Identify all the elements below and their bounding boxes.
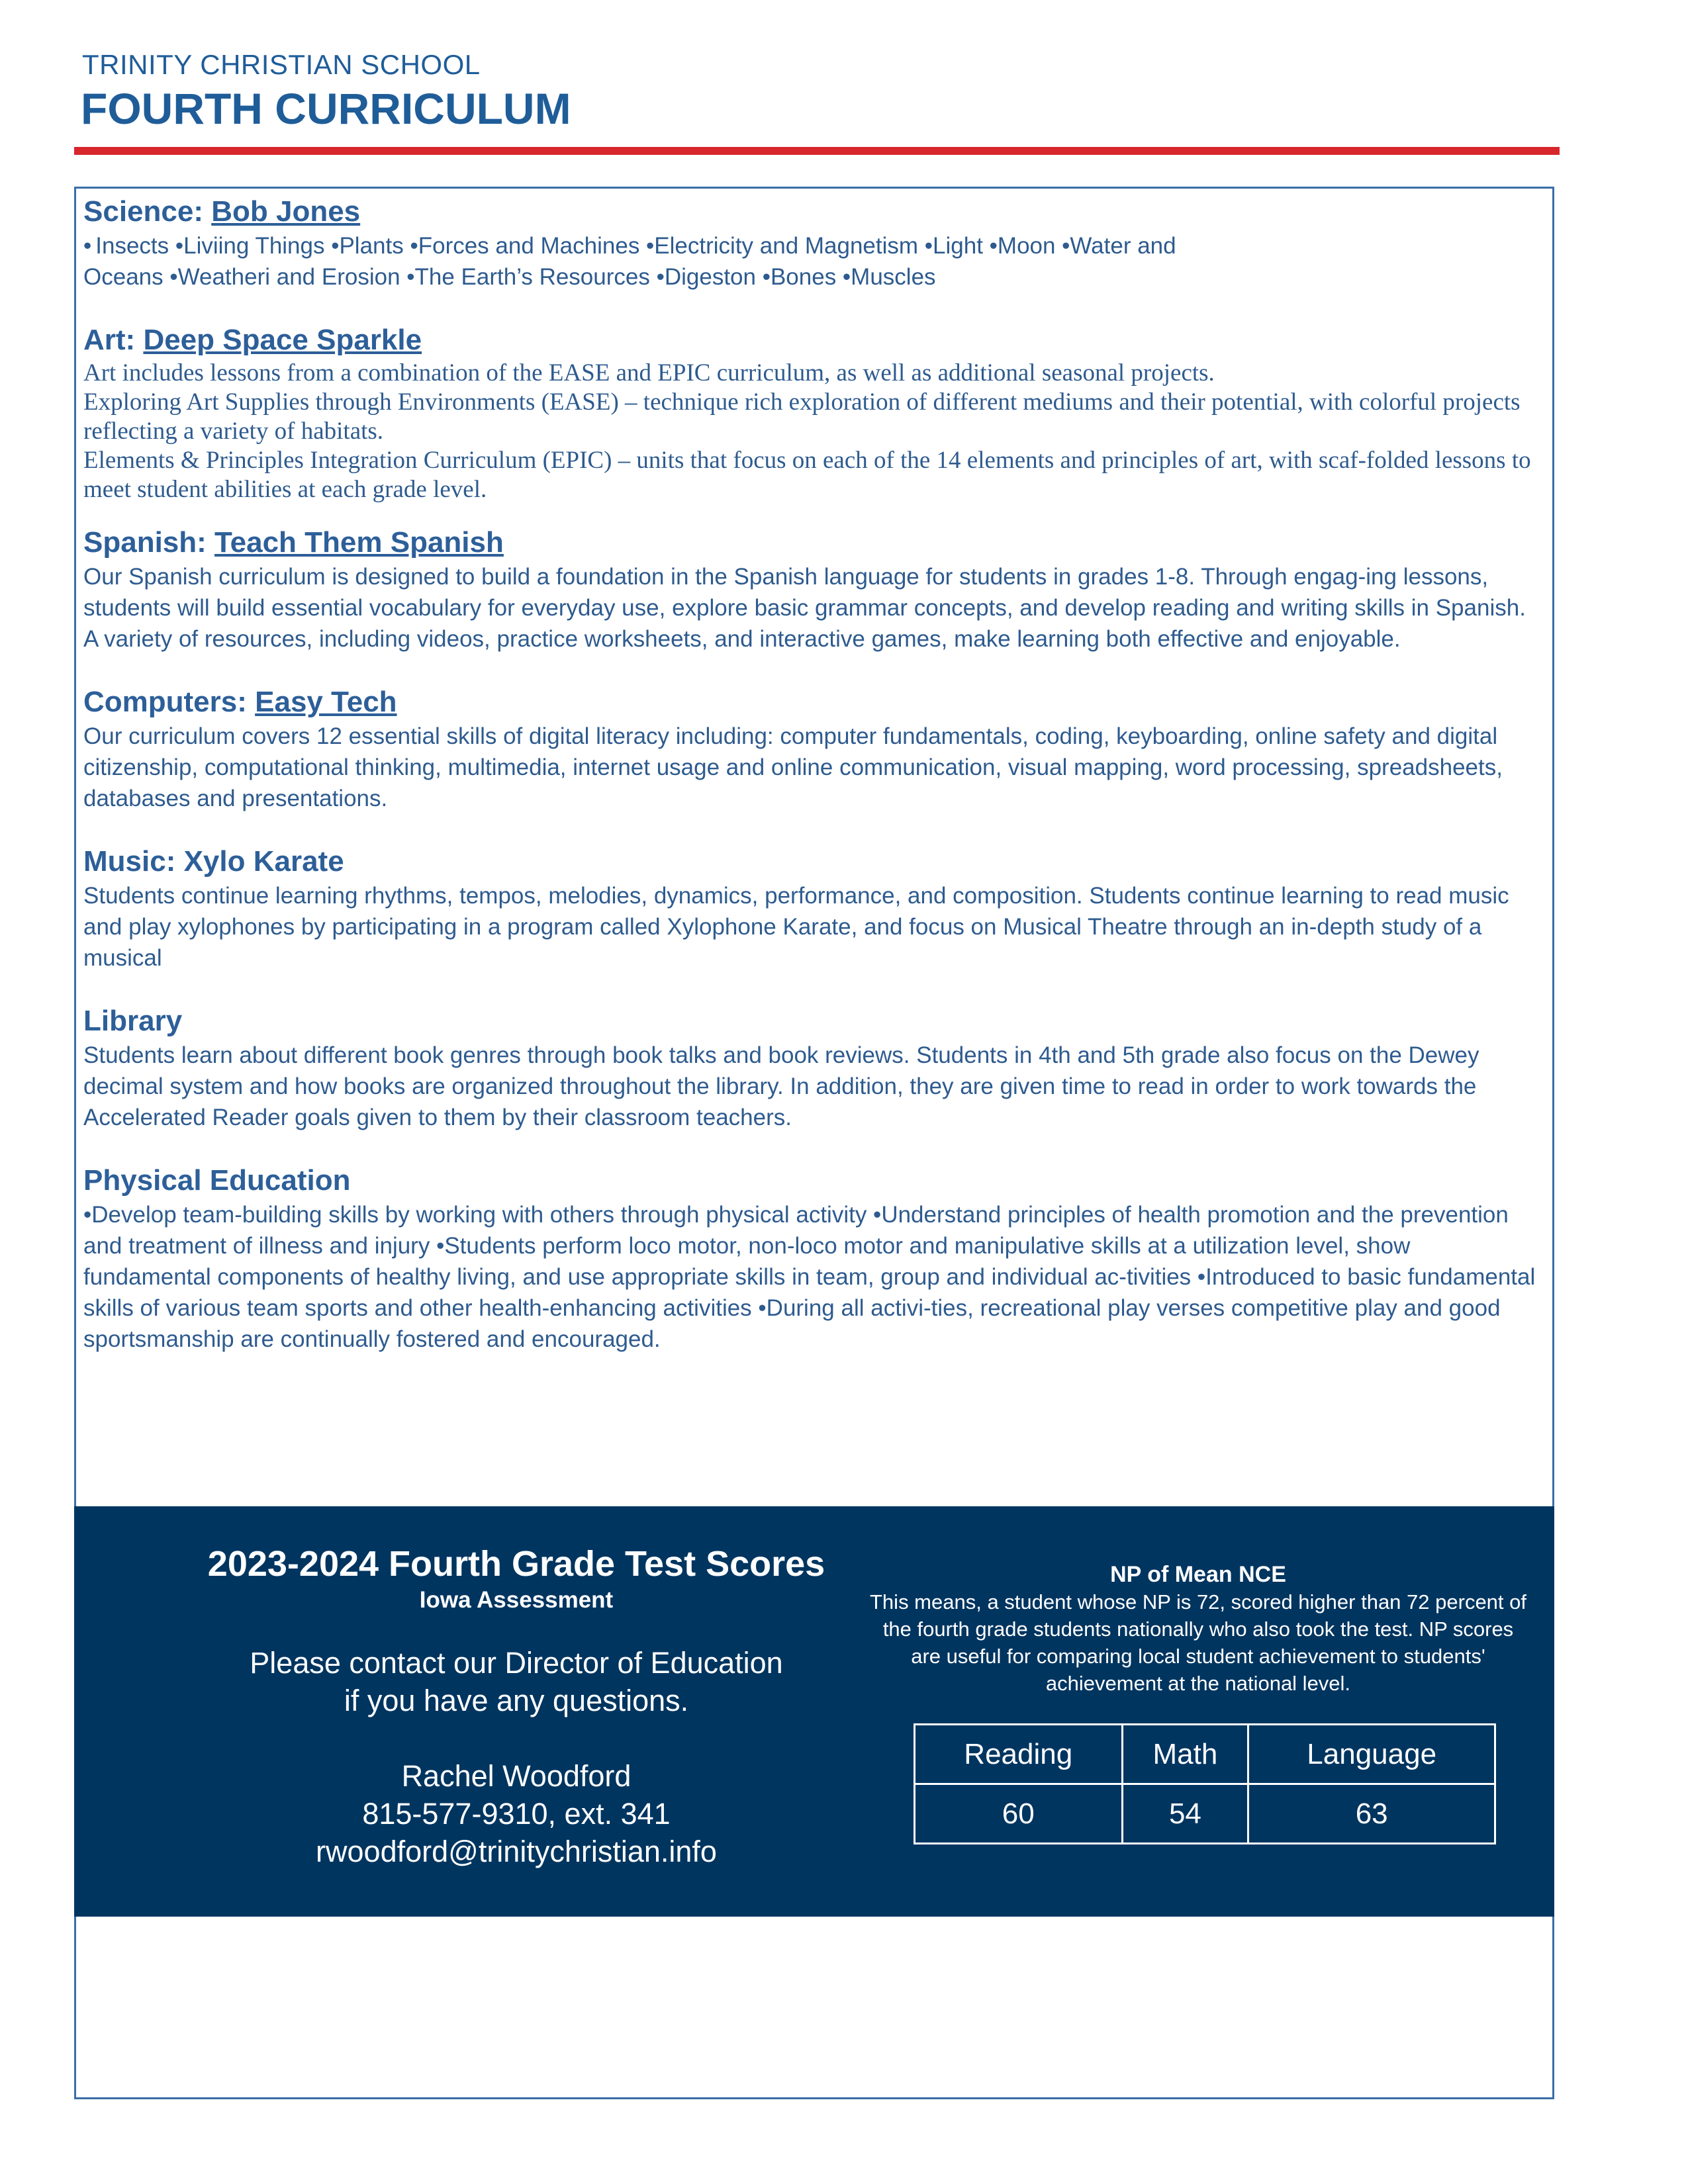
computers-label: Computers: [83, 686, 256, 718]
computers-body: Our curriculum covers 12 essential skills of digital literacy including: computer fundamentals, coding, keyboarding, online safety and digital citizenship, computational thinking, multimedia, internet usage and online communication, visual mapping, word processing, spreadsheets, databases and presentations. [83, 723, 1503, 811]
contact-line-2: if you have any questions. [344, 1684, 689, 1717]
section-art [83, 322, 1540, 504]
spanish-body: Our Spanish curriculum is designed to build a foundation in the Spanish language for students in grades 1-8. Through engag-ing lessons, students will build essential vocabulary for everyday use, explore basic grammar concepts, and develop reading and writing skills in Spanish. A variety of resources, including videos, practice worksheets, and interactive games, make learning both effective and enjoyable. [83, 564, 1526, 652]
computers-link[interactable]: Easy Tech [255, 686, 397, 718]
scores-value-row [915, 1784, 1495, 1844]
header-language: Language [1248, 1725, 1495, 1784]
music-heading: Music: Xylo Karate [83, 845, 344, 878]
np-explanation [867, 1561, 1529, 1697]
header-reading: Reading [915, 1725, 1123, 1784]
pe-heading: Physical Education [83, 1164, 351, 1197]
art-paragraph-1: Art includes lessons from a combination of the EASE and EPIC curriculum, as well as additional seasonal projects. [83, 359, 1215, 387]
page-title: FOURTH CURRICULUM [81, 84, 571, 133]
red-divider [74, 147, 1560, 155]
school-name: TRINITY CHRISTIAN SCHOOL [82, 49, 481, 80]
contact-info [165, 1644, 867, 1870]
science-label: Science: [83, 195, 212, 228]
library-heading: Library [83, 1005, 183, 1037]
science-link[interactable]: Bob Jones [211, 195, 361, 228]
pe-body: •Develop team-building skills by working with others through physical activity •Understand principles of health promotion and the prevention and treatment of illness and injury •Students perform loco motor, non-loco motor and manipulative skills at a utilization level, show fundamental components of healthy living, and use appropriate skills in team, group and individual ac-tivities •Introduced to basic fundamental skills of various team sports and other health-enhancing activities •During all activi-ties, recreational play verses competitive play and good sportsmanship are continually fostered and encouraged. [83, 1202, 1536, 1352]
art-heading [83, 322, 1540, 359]
science-topics-line-1 [83, 230, 1540, 261]
contact-name: Rachel Woodford [401, 1759, 632, 1793]
music-body: Students continue learning rhythms, tempos, melodies, dynamics, performance, and composition. Students continue learning to read music and play xylophones by participating in a program called Xylophone Karate, and focus on Musical Theatre through an in-depth study of a musical [83, 883, 1509, 971]
section-physical-education [83, 1162, 1540, 1355]
np-title: NP of Mean NCE [1110, 1562, 1286, 1587]
section-science [83, 193, 1540, 293]
section-library [83, 1003, 1540, 1133]
contact-line-1: Please contact our Director of Education [250, 1646, 783, 1680]
section-music [83, 843, 1540, 974]
science-topics-line-2: Oceans •Weatheri and Erosion •The Earth’s Resources •Digeston •Bones •Muscles [83, 264, 936, 290]
value-math: 54 [1122, 1784, 1248, 1844]
value-reading: 60 [915, 1784, 1123, 1844]
scores-header-row [915, 1725, 1495, 1784]
section-spanish [83, 524, 1540, 655]
scores-title: 2023-2024 Fourth Grade Test Scores [207, 1544, 825, 1584]
art-paragraph-3: Elements & Principles Integration Curriculum (EPIC) – units that focus on each of the 14 elements and principles of art, with scaf-folded lessons to meet student abilities at each grade level. [83, 447, 1531, 503]
art-paragraph-2: Exploring Art Supplies through Environments (EASE) – technique rich exploration of different mediums and their potential, with colorful projects reflecting a variety of habitats. [83, 388, 1521, 445]
np-text: This means, a student whose NP is 72, scored higher than 72 percent of the fourth grade students nationally who also took the test. NP scores are useful for comparing local student achievement to students' achievement at the national level. [870, 1590, 1526, 1695]
contact-phone[interactable]: 815-577-9310, ext. 341 [362, 1797, 671, 1831]
art-link[interactable]: Deep Space Sparkle [143, 324, 422, 356]
curriculum-content [83, 193, 1540, 1355]
scores-contact-block [165, 1542, 867, 1870]
computers-heading [83, 684, 1540, 721]
contact-email[interactable]: rwoodford@trinitychristian.info [316, 1835, 717, 1868]
spanish-heading [83, 524, 1540, 561]
art-body [83, 359, 1540, 504]
spanish-label: Spanish: [83, 526, 215, 559]
science-line-1-text: Insects •Liviing Things •Plants •Forces and Machines •Electricity and Magnetism •Light •Moon •Water and [95, 233, 1176, 259]
art-label: Art: [83, 324, 144, 356]
value-language: 63 [1248, 1784, 1495, 1844]
library-body: Students learn about different book genres through book talks and book reviews. Students in 4th and 5th grade also focus on the Dewey decimal system and how books are organized throughout the library. In addition, they are given time to read in order to work towards the Accelerated Reader goals given to them by their classroom teachers. [83, 1042, 1479, 1130]
section-computers [83, 684, 1540, 814]
science-heading [83, 193, 1540, 230]
header-math: Math [1122, 1725, 1248, 1784]
bullet-icon: • [83, 233, 92, 259]
science-topics [83, 230, 1540, 293]
spanish-link[interactable]: Teach Them Spanish [214, 526, 504, 559]
scores-subtitle: Iowa Assessment [419, 1587, 614, 1613]
scores-table [914, 1723, 1496, 1844]
